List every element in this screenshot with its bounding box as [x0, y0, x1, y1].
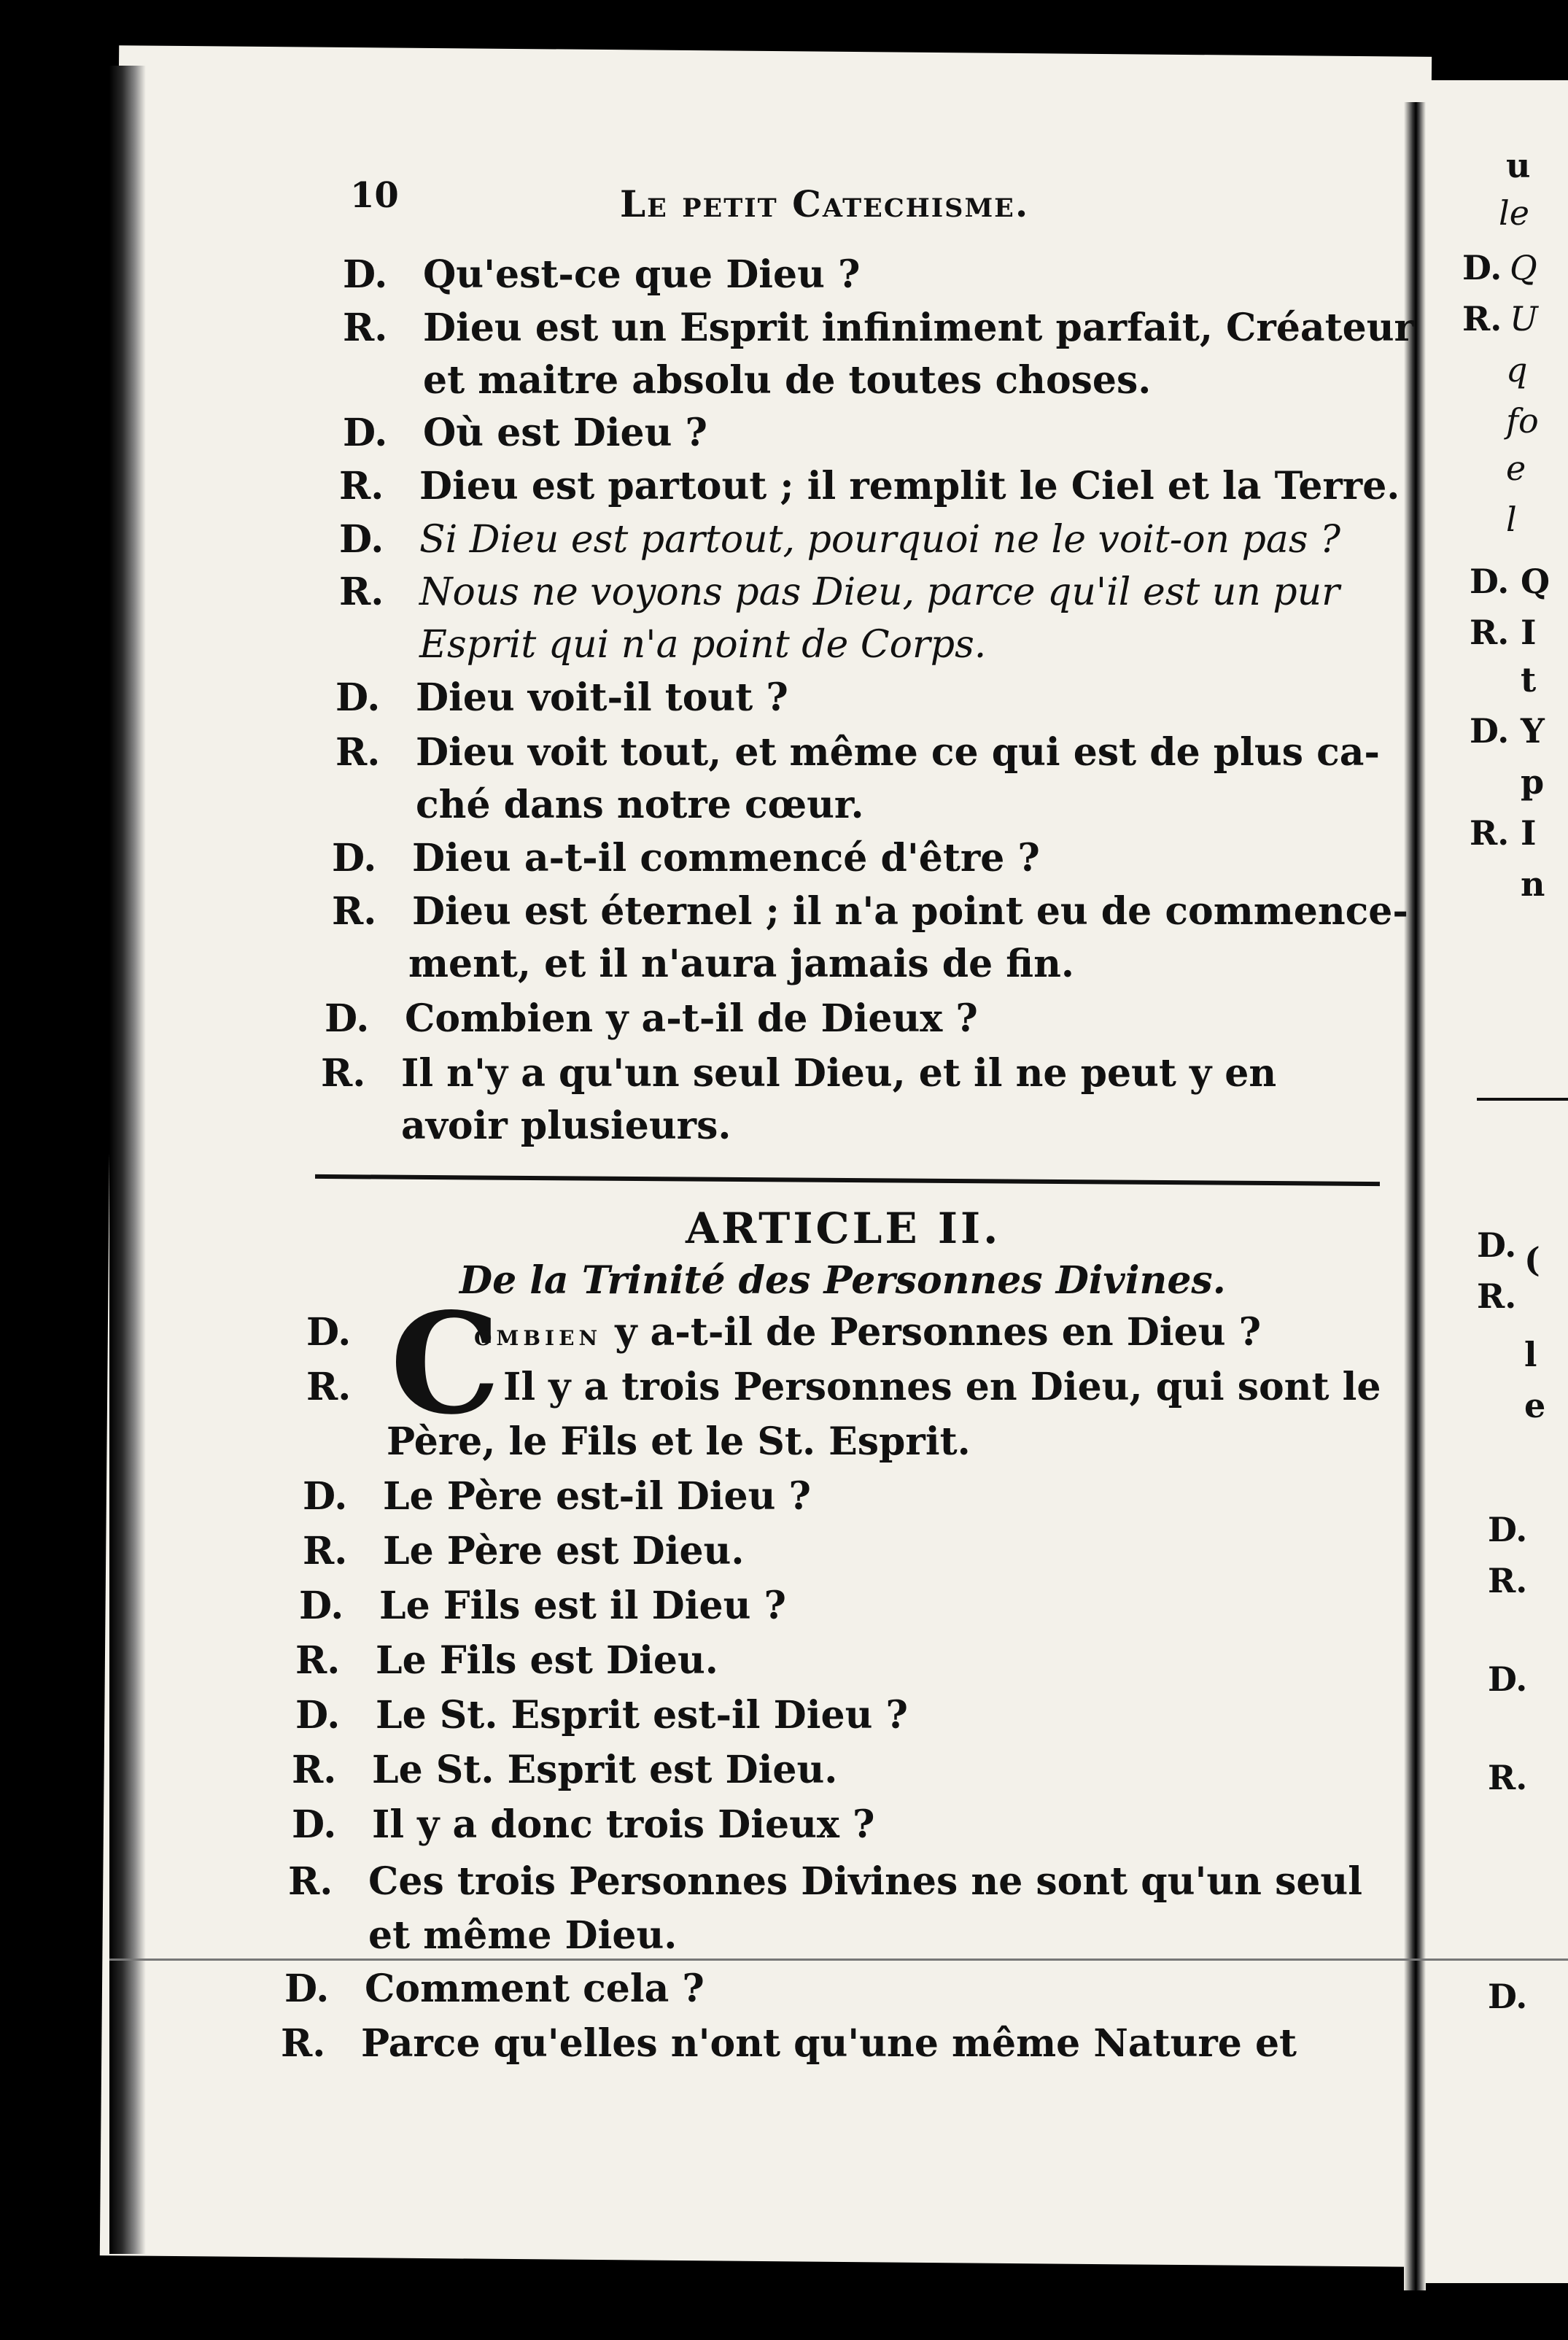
catechism-line — [306, 1309, 1261, 1359]
catechism-line — [295, 1692, 908, 1739]
line-marker: R. — [303, 1529, 348, 1573]
catechism-line — [292, 1747, 837, 1794]
line-text: Ces trois Personnes Divines ne sont qu'un seul — [368, 1859, 1362, 1904]
catechism-line — [288, 1859, 1362, 1905]
line-marker: R. — [343, 306, 388, 350]
facing-text: R. — [1470, 613, 1510, 652]
facing-text: R. — [1462, 299, 1502, 338]
facing-text: fo — [1506, 401, 1539, 441]
article-subtitle: De la Trinité des Personnes Divines. — [459, 1258, 1226, 1303]
line-marker: D. — [343, 411, 388, 455]
catechism-line — [343, 305, 1414, 352]
facing-rule — [1477, 1098, 1568, 1101]
line-text-smallcaps: ombien — [474, 1318, 602, 1352]
facing-text: p — [1521, 762, 1545, 802]
catechism-line — [339, 516, 1340, 563]
line-text: Le St. Esprit est Dieu. — [372, 1748, 838, 1792]
line-marker: D. — [292, 1802, 337, 1847]
catechism-line — [343, 357, 1151, 404]
facing-text: l — [1506, 500, 1517, 539]
facing-text: U — [1510, 299, 1538, 338]
catechism-line — [306, 1364, 1381, 1411]
catechism-line — [335, 782, 864, 829]
line-text: Le Fils est Dieu. — [376, 1638, 718, 1683]
facing-text: D. — [1488, 1659, 1528, 1699]
line-text: Dieu est éternel ; il n'a point eu de commence- — [412, 889, 1408, 934]
facing-text: n — [1521, 864, 1545, 904]
page-number: 10 — [350, 175, 399, 216]
line-text: Nous ne voyons pas Dieu, parce qu'il est un pur — [419, 570, 1340, 614]
line-marker: R. — [295, 1638, 341, 1683]
catechism-line — [299, 1583, 786, 1630]
catechism-line — [343, 252, 861, 298]
catechism-line — [303, 1528, 744, 1575]
line-marker: D. — [306, 1310, 352, 1355]
line-text: Père, le Fils et le St. Esprit. — [387, 1419, 971, 1464]
facing-text: R. — [1488, 1561, 1528, 1600]
line-marker: D. — [295, 1693, 341, 1737]
line-text: Où est Dieu ? — [423, 411, 707, 455]
facing-text: D. — [1462, 248, 1502, 287]
catechism-line — [295, 1638, 718, 1684]
catechism-line — [306, 1419, 971, 1465]
facing-text: le — [1499, 193, 1529, 233]
line-text: Esprit qui n'a point de Corps. — [419, 623, 987, 667]
facing-text: D. — [1470, 562, 1510, 601]
line-marker: R. — [288, 1859, 333, 1904]
line-marker: D. — [339, 517, 384, 562]
line-marker: R. — [306, 1365, 352, 1409]
catechism-line — [332, 888, 1408, 935]
facing-text: l — [1524, 1335, 1537, 1374]
catechism-line — [343, 410, 707, 457]
facing-text: e — [1524, 1386, 1546, 1425]
line-marker: D. — [325, 996, 370, 1041]
facing-text: I — [1521, 613, 1537, 652]
facing-text: Q — [1510, 248, 1537, 287]
line-marker: D. — [284, 1967, 330, 2011]
scan-artifact-line — [109, 1959, 1568, 1961]
line-marker: D. — [299, 1584, 344, 1628]
catechism-line — [339, 463, 1400, 510]
running-title: Le petit Catechisme. — [620, 182, 1030, 225]
facing-text: q — [1506, 350, 1528, 390]
facing-text: D. — [1477, 1225, 1517, 1265]
catechism-line — [339, 569, 1340, 616]
book-gutter — [1404, 102, 1426, 2290]
line-marker: R. — [339, 570, 384, 614]
line-text: Il y a donc trois Dieux ? — [372, 1802, 875, 1847]
line-text: Le St. Esprit est-il Dieu ? — [376, 1693, 908, 1737]
line-text: ché dans notre cœur. — [416, 783, 864, 827]
catechism-line — [335, 675, 788, 721]
catechism-line — [332, 835, 1040, 882]
line-text: Comment cela ? — [365, 1967, 705, 2011]
facing-text: I — [1521, 813, 1537, 853]
catechism-line — [303, 1473, 811, 1520]
article-heading: ARTICLE II. — [686, 1204, 1001, 1253]
facing-text: Q — [1521, 562, 1550, 601]
facing-text: D. — [1470, 711, 1510, 751]
line-marker: R. — [332, 889, 377, 934]
catechism-line — [328, 941, 1074, 988]
line-text: Dieu est un Esprit infiniment parfait, Créateur — [423, 306, 1414, 350]
line-text: Il n'y a qu'un seul Dieu, et il ne peut y en — [401, 1051, 1277, 1096]
line-text: et même Dieu. — [368, 1913, 678, 1958]
drop-cap: C — [390, 1282, 501, 1445]
facing-text: R. — [1477, 1276, 1517, 1316]
line-text: Dieu est partout ; il remplit le Ciel et la Terre. — [419, 464, 1400, 508]
line-marker: R. — [281, 2021, 326, 2066]
facing-text: u — [1506, 146, 1531, 185]
catechism-line — [339, 621, 986, 668]
line-marker: R. — [335, 730, 381, 775]
facing-text: ( — [1524, 1240, 1540, 1279]
line-marker: D. — [303, 1474, 348, 1519]
line-text: ment, et il n'aura jamais de fin. — [408, 942, 1074, 986]
line-marker: R. — [339, 464, 384, 508]
catechism-line — [321, 1103, 731, 1150]
line-text: Il y a trois Personnes en Dieu, qui sont le — [503, 1365, 1381, 1409]
line-text: avoir plusieurs. — [401, 1104, 731, 1148]
line-text: y a-t-il de Personnes en Dieu ? — [615, 1310, 1262, 1355]
facing-text: D. — [1488, 1977, 1528, 2016]
line-text: Le Fils est il Dieu ? — [379, 1584, 786, 1628]
catechism-line — [288, 1913, 677, 1959]
facing-text: e — [1506, 449, 1526, 488]
line-marker: D. — [332, 836, 377, 880]
line-text: Dieu voit-il tout ? — [416, 675, 788, 720]
facing-text: R. — [1488, 1758, 1528, 1797]
line-text: Le Père est-il Dieu ? — [383, 1474, 812, 1519]
line-text: et maitre absolu de toutes choses. — [423, 358, 1152, 403]
facing-text: R. — [1470, 813, 1510, 853]
facing-text: Y — [1521, 711, 1545, 751]
line-text: Qu'est-ce que Dieu ? — [423, 252, 861, 297]
facing-page-fragment — [1426, 80, 1568, 2283]
facing-text: t — [1521, 660, 1537, 700]
catechism-line — [281, 2021, 1297, 2067]
line-marker: R. — [292, 1748, 337, 1792]
catechism-line — [292, 1802, 874, 1848]
line-text: Si Dieu est partout, pourquoi ne le voit-on pas ? — [419, 518, 1340, 562]
line-marker: D. — [343, 252, 388, 297]
catechism-line — [321, 1050, 1276, 1097]
catechism-line — [325, 996, 978, 1042]
line-marker: R. — [321, 1051, 366, 1096]
line-text: Combien y a-t-il de Dieux ? — [405, 996, 978, 1041]
line-text: Dieu a-t-il commencé d'être ? — [412, 836, 1040, 880]
line-text: Parce qu'elles n'ont qu'une même Nature et — [361, 2021, 1297, 2066]
catechism-line — [335, 729, 1380, 776]
line-text: Le Père est Dieu. — [383, 1529, 745, 1573]
facing-text: D. — [1488, 1510, 1528, 1549]
line-marker: D. — [335, 675, 381, 720]
line-text: Dieu voit tout, et même ce qui est de plus ca- — [416, 730, 1381, 775]
catechism-line — [284, 1966, 705, 2012]
